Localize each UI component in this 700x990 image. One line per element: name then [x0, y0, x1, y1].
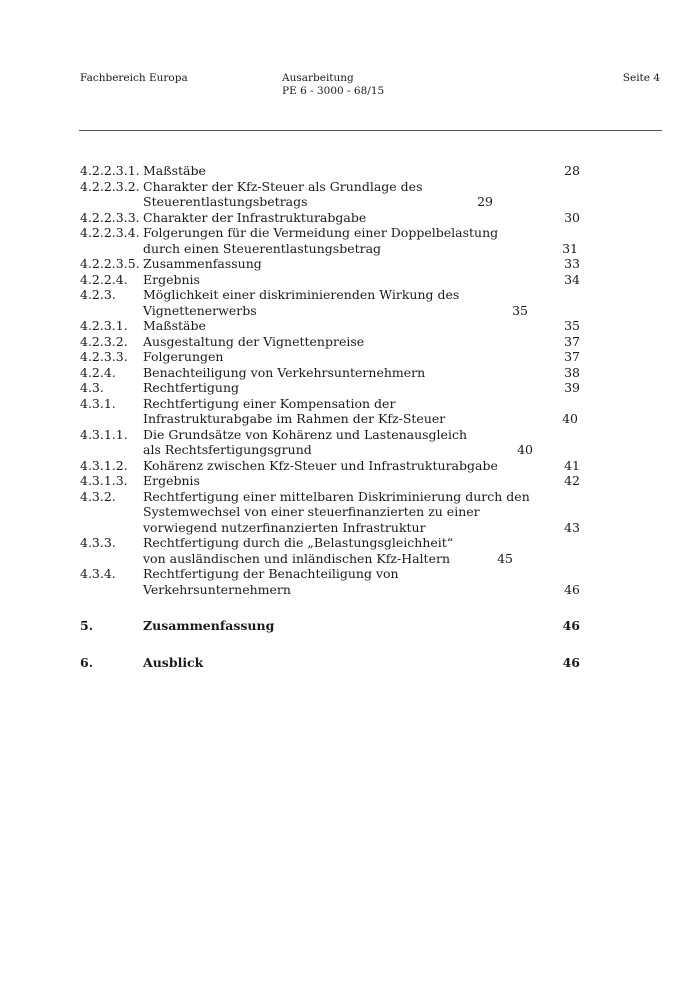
header-rule — [79, 130, 662, 131]
toc-page: 42 — [564, 473, 580, 488]
toc-page: 40 — [562, 411, 578, 426]
toc-title: Die Grundsätze von Kohärenz und Lastenausgleich als Rechtsfertigungsgrund — [143, 426, 468, 457]
toc-number: 4.2.2.3.1. — [80, 163, 140, 178]
header-doc-kind: Ausarbeitung — [282, 72, 354, 84]
toc-page: 35 — [564, 318, 580, 333]
toc-number: 4.2.4. — [80, 364, 116, 380]
toc-entry — [80, 380, 580, 396]
toc-number: 4.3.1.3. — [80, 473, 128, 488]
header-document-type — [282, 72, 384, 98]
toc-entry — [80, 535, 580, 566]
toc-page: 41 — [564, 457, 580, 473]
toc-page: 46 — [564, 581, 580, 597]
toc-title: Ausgestaltung der Vignettenpreise — [143, 333, 365, 349]
toc-title: Zusammenfassung — [143, 256, 262, 271]
toc-title: Maßstäbe — [143, 318, 206, 333]
toc-number: 4.2.3.1. — [80, 318, 128, 333]
toc-page: 39 — [564, 380, 580, 395]
toc-title: Charakter der Kfz-Steuer als Grundlage des Steuerentlastungsbetrags — [143, 178, 423, 209]
table-of-contents — [80, 163, 580, 670]
toc-entry — [80, 163, 580, 179]
toc-entry — [80, 473, 580, 489]
toc-entry — [80, 256, 580, 272]
toc-entry — [80, 225, 580, 256]
toc-entry — [80, 272, 580, 288]
toc-number: 5. — [80, 618, 94, 633]
toc-number: 4.3. — [80, 380, 104, 395]
toc-page: 37 — [564, 333, 580, 349]
toc-title: Ergebnis — [143, 473, 200, 488]
toc-title: Folgerungen — [143, 349, 224, 364]
toc-entry — [80, 318, 580, 334]
toc-number: 4.2.3.3. — [80, 349, 128, 364]
toc-entry — [80, 334, 580, 350]
toc-title: Rechtfertigung einer Kompensation der Infrastrukturabgabe im Rahmen der Kfz-Steuer — [143, 395, 446, 426]
toc-page: 46 — [562, 618, 580, 633]
toc-entry — [80, 349, 580, 365]
toc-entry — [80, 458, 580, 474]
toc-title: Rechtfertigung einer mittelbaren Diskriminierung durch den Systemwechsel von einer steuerfinanzierten zu einer vorwiegend nutzerfinanzierten Infrastruktur — [143, 488, 530, 535]
toc-number: 4.3.2. — [80, 488, 116, 504]
toc-title: Rechtfertigung durch die „Belastungsgleichheit“ von ausländischen und inländischen Kfz-Haltern — [143, 535, 454, 566]
toc-entry — [80, 396, 580, 427]
toc-number: 4.3.3. — [80, 535, 116, 550]
toc-title: Zusammenfassung — [143, 618, 275, 633]
toc-major-entry — [80, 618, 580, 634]
toc-entry — [80, 365, 580, 381]
toc-title: Rechtfertigung der Benachteiligung von Verkehrsunternehmern — [143, 566, 399, 597]
toc-major-entry — [80, 655, 580, 671]
toc-entry — [80, 287, 580, 318]
toc-title: Kohärenz zwischen Kfz-Steuer und Infrastrukturabgabe — [143, 457, 498, 473]
toc-page: 40 — [517, 442, 533, 457]
toc-page: 29 — [477, 194, 493, 209]
toc-page: 46 — [562, 654, 580, 670]
toc-page: 34 — [564, 271, 580, 287]
toc-page: 35 — [512, 302, 528, 318]
toc-number: 4.2.2.4. — [80, 271, 128, 287]
toc-entry — [80, 210, 580, 226]
header-department: Fachbereich Europa — [80, 72, 188, 84]
toc-entry — [80, 179, 580, 210]
toc-title: Maßstäbe — [143, 163, 206, 178]
toc-number: 4.2.3.2. — [80, 333, 128, 349]
header-page-number: Seite 4 — [622, 72, 660, 84]
toc-page: 30 — [564, 209, 580, 225]
toc-title: Ausblick — [143, 654, 204, 670]
toc-number: 4.3.1. — [80, 395, 116, 411]
toc-title: Folgerungen für die Vermeidung einer Doppelbelastung durch einen Steuerentlastungsbetrag — [143, 225, 499, 256]
toc-number: 4.2.2.3.2. — [80, 178, 140, 194]
toc-title: Charakter der Infrastrukturabgabe — [143, 209, 367, 225]
toc-number: 4.2.2.3.3. — [80, 209, 140, 225]
toc-title: Ergebnis — [143, 271, 200, 287]
toc-title: Benachteiligung von Verkehrsunternehmern — [143, 364, 426, 380]
toc-page: 37 — [564, 349, 580, 364]
toc-entry — [80, 566, 580, 597]
toc-page: 45 — [497, 550, 513, 566]
toc-entry — [80, 427, 580, 458]
header-doc-number: PE 6 - 3000 - 68/15 — [282, 85, 385, 97]
toc-entry — [80, 489, 580, 536]
toc-title: Rechtfertigung — [143, 380, 240, 395]
toc-number: 4.3.1.2. — [80, 457, 128, 473]
toc-number: 4.3.4. — [80, 566, 116, 581]
toc-number: 4.2.3. — [80, 287, 116, 302]
toc-page: 33 — [564, 256, 580, 271]
toc-page: 38 — [564, 364, 580, 380]
toc-page: 31 — [562, 240, 578, 256]
toc-number: 4.3.1.1. — [80, 426, 128, 442]
toc-title: Möglichkeit einer diskriminierenden Wirkung des Vignettenerwerbs — [143, 287, 460, 318]
toc-page: 43 — [564, 519, 580, 535]
toc-page: 28 — [564, 163, 580, 178]
toc-number: 4.2.2.3.4. — [80, 225, 140, 240]
toc-number: 4.2.2.3.5. — [80, 256, 140, 271]
toc-number: 6. — [80, 654, 94, 670]
